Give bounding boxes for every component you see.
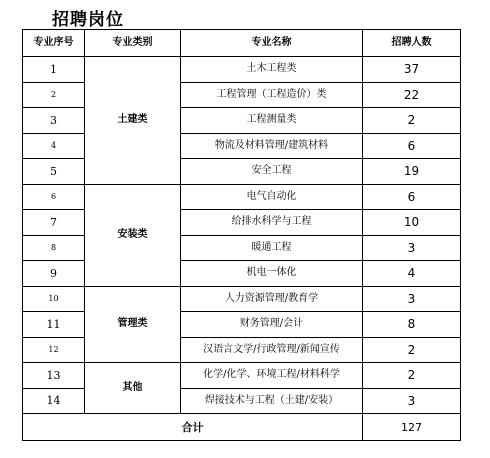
count-cell: 22 [363,82,461,108]
total-row [23,414,461,441]
count-cell: 3 [363,286,461,312]
header-seq: 专业序号 [23,30,85,57]
category-cell: 土建类 [85,57,181,185]
seq-cell: 2 [23,82,85,108]
major-cell: 工程测量类 [181,108,363,134]
major-cell: 机电一体化 [181,261,363,287]
count-cell: 10 [363,210,461,236]
major-cell: 人力资源管理/教育学 [181,286,363,312]
count-cell: 4 [363,261,461,287]
count-cell: 2 [363,108,461,134]
table-row [23,57,461,83]
seq-cell: 6 [23,184,85,210]
major-cell: 化学/化学、环境工程/材料科学 [181,363,363,389]
category-cell: 管理类 [85,286,181,363]
total-value: 127 [363,414,461,441]
table-row [23,363,461,389]
major-cell: 汉语言文学/行政管理/新闻宣传 [181,337,363,363]
major-cell: 土木工程类 [181,57,363,83]
seq-cell: 7 [23,210,85,236]
table-header-row [23,30,461,57]
major-cell: 安全工程 [181,159,363,185]
count-cell: 2 [363,363,461,389]
count-cell: 37 [363,57,461,83]
seq-cell: 1 [23,57,85,83]
seq-cell: 12 [23,337,85,363]
header-count: 招聘人数 [363,30,461,57]
major-cell: 电气自动化 [181,184,363,210]
major-cell: 焊接技术与工程（土建/安装） [181,388,363,414]
count-cell: 3 [363,388,461,414]
seq-cell: 3 [23,108,85,134]
category-cell: 其他 [85,363,181,414]
seq-cell: 10 [23,286,85,312]
seq-cell: 13 [23,363,85,389]
count-cell: 6 [363,133,461,159]
seq-cell: 8 [23,235,85,261]
recruitment-table [22,29,461,441]
category-cell: 安装类 [85,184,181,286]
seq-cell: 9 [23,261,85,287]
major-cell: 暖通工程 [181,235,363,261]
table-row [23,184,461,210]
count-cell: 3 [363,235,461,261]
major-cell: 给排水科学与工程 [181,210,363,236]
seq-cell: 11 [23,312,85,338]
major-cell: 财务管理/会计 [181,312,363,338]
header-category: 专业类别 [85,30,181,57]
table-row [23,286,461,312]
seq-cell: 4 [23,133,85,159]
seq-cell: 14 [23,388,85,414]
major-cell: 工程管理（工程造价）类 [181,82,363,108]
seq-cell: 5 [23,159,85,185]
count-cell: 6 [363,184,461,210]
count-cell: 8 [363,312,461,338]
page-title: 招聘岗位 [52,10,124,30]
total-label: 合计 [23,414,363,441]
header-major: 专业名称 [181,30,363,57]
major-cell: 物流及材料管理/建筑材料 [181,133,363,159]
count-cell: 2 [363,337,461,363]
count-cell: 19 [363,159,461,185]
